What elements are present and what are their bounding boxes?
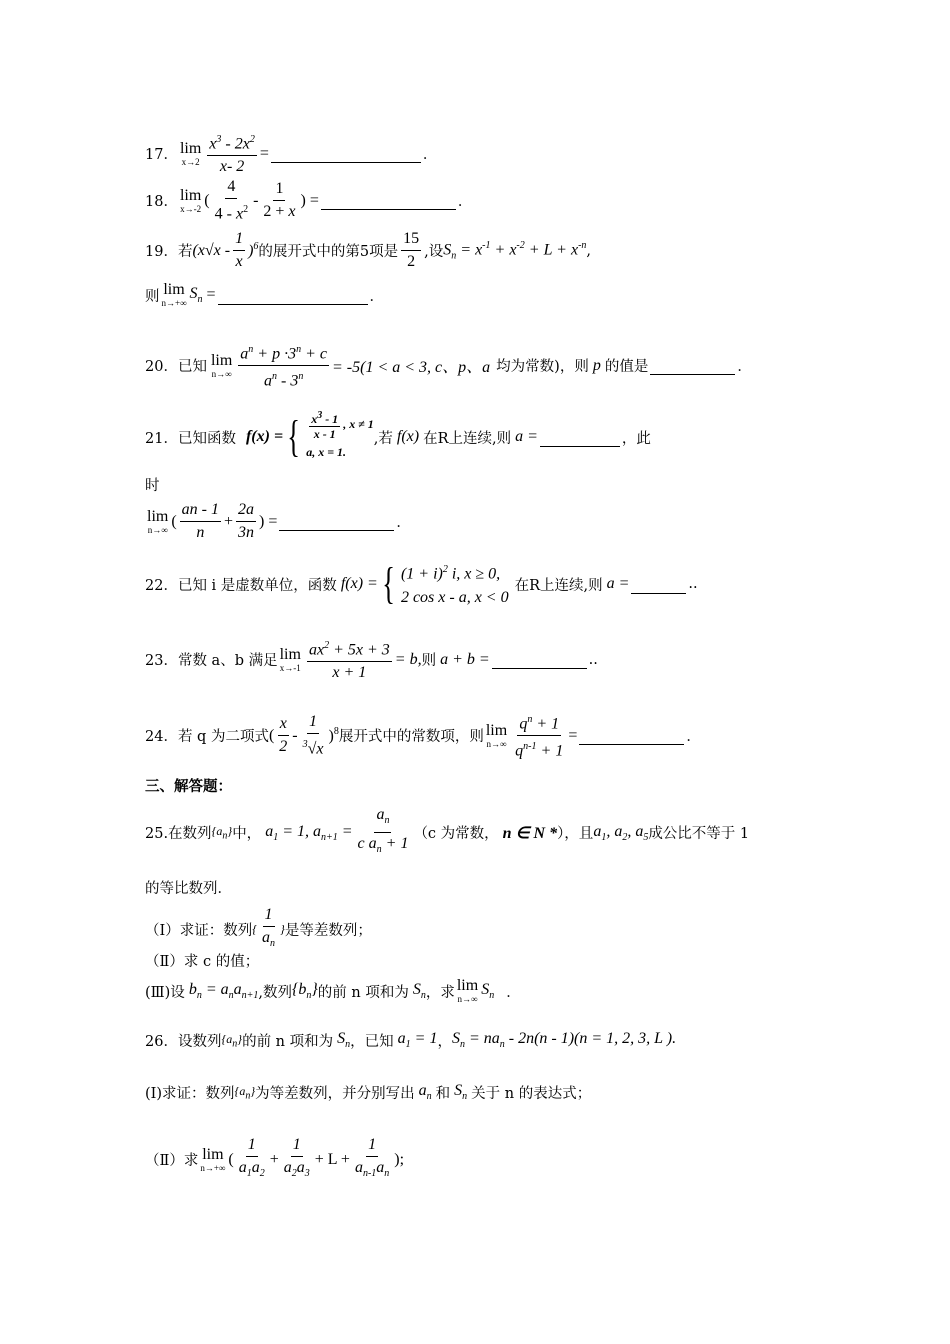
problem-number: 18．	[145, 194, 178, 211]
problem-25-part3: (Ⅲ)设 $b_n = a_na_{n+1}$ ,数列 $\{b_n\}$ 的前 n 项和为 $S_n$ ，求 lim n→∞ $S_n$ ．	[145, 977, 521, 1004]
problem-number: 26．设数列	[145, 1034, 222, 1050]
problem-21-line2: 时	[145, 478, 160, 494]
problem-25-part2: （Ⅱ）求 c 的值；	[145, 954, 260, 970]
problem-26-part1: (Ⅰ)求证：数列 $\{a_n\}$ 为等差数列，并分别写出 $a_n$ 和 $S_n$ 关于 n 的表达式；	[145, 1082, 592, 1103]
problem-number: 21．已知函数	[145, 430, 236, 447]
problem-number: 20．已知	[145, 359, 207, 376]
section-heading: 三、解答题：	[145, 779, 232, 795]
problem-18: 18． lim x→-2 ( $\frac{4}{4 - x^2}$ - $\frac{1}{2 + x}$ ) = ．	[145, 178, 473, 223]
fraction: $\frac{1}{2 + x}$	[263, 180, 296, 221]
limit-operator: lim x→-2	[179, 186, 202, 214]
problem-21: 21．已知函数 f(x) = { $\frac{x^3 - 1}{x - 1}$ , x ≠ 1 a, x = 1. ,若 f(x) 在R上连续,则 a = ，此	[145, 410, 651, 461]
problem-number: 22．已知 i 是虚数单位，函数	[145, 577, 337, 594]
fraction: $\frac{4}{4 - x^2}$	[214, 178, 249, 223]
answer-blank[interactable]	[579, 726, 684, 745]
answer-blank[interactable]	[321, 191, 456, 210]
answer-blank[interactable]	[218, 286, 368, 305]
answer-blank[interactable]	[540, 428, 620, 447]
problem-22: 22．已知 i 是虚数单位，函数 f(x) = { $(1 + i)^2$ i, x ≥ 0, 2 cos x - a, x < 0 在R上连续,则 a = ..	[145, 559, 698, 609]
problem-25-part1: （Ⅰ）求证：数列 { $\frac{1}{a_n}$ } 是等差数列；	[145, 906, 372, 950]
problem-20: 20．已知 lim n→∞ $\frac{a^n + p \cdot 3^n + c}{a^n - 3^n}$ = -5(1 < a < 3, c、p、a 均为常数)，则 p 的值是 ．	[145, 340, 752, 392]
problem-number: 24．若 q 为二项式	[145, 729, 269, 746]
problem-number: 19．若	[145, 244, 193, 260]
problem-19: 19．若 (x√x - $\frac{1}{x}$ )$^6$ 的展开式中的第5项是 $\frac{15}{2}$ ,设 $S_n = x^{-1} + x^{-2} + L + x^{-n}$ ,	[145, 230, 592, 270]
problem-number: 17．	[145, 147, 178, 164]
limit-operator: lim x→2	[179, 139, 202, 167]
problem-25: 25.在数列 $\{a_n\}$ 中， $a_1 = 1$, $a_{n+1}$ = $\frac{a_n}{c a_n + 1}$ （c 为常数， n ∈ N * ），且 $a_1$, $a_2$, $a_5$ 成公比不等于 1	[145, 806, 750, 856]
answer-blank[interactable]	[279, 512, 394, 531]
problem-23: 23．常数 a、b 满足 lim x→-1 $\frac{ax^2 + 5x + 3}{x + 1}$ = b, 则 a + b = ..	[145, 636, 598, 683]
problem-25-line2: 的等比数列．	[145, 881, 232, 897]
problem-number: 25.在数列	[145, 826, 212, 843]
problem-17: 17． lim x→2 $\frac{x^3 - 2x^2}{x- 2}$ = ．	[145, 130, 437, 177]
problem-26-part2: （Ⅱ）求 lim n→+∞ ( $\frac{1}{a_1a_2}$ + $\frac{1}{a_2a_3}$ + L + $\frac{1}{a_{n-1}a_n}$ );	[145, 1136, 405, 1180]
answer-blank[interactable]	[492, 650, 587, 669]
problem-26: 26．设数列 $\{a_n\}$ 的前 n 项和为 $S_n$ ，已知 $a_1 = 1$ ， $S_n = na_n - 2n(n - 1)(n = 1$, 2, 3, L ).	[145, 1030, 677, 1051]
problem-24: 24．若 q 为二项式 ( $\frac{x}{2}$ - $\frac{1}{^3√x}$ )$^8$ 展开式中的常数项，则 lim n→∞ $\frac{q^n + 1}{q^{n-1} + 1}$ = ．	[145, 710, 701, 762]
problem-19-line2: 则 lim n→+∞ $S_n$ = ．	[145, 281, 385, 308]
answer-blank[interactable]	[271, 144, 421, 163]
answer-blank[interactable]	[631, 575, 686, 594]
problem-21-line3: lim n→∞ ( $\frac{an - 1}{n}$ + $\frac{2a}{3n}$ ) = ．	[147, 501, 411, 541]
problem-number: 23．常数 a、b 满足	[145, 653, 278, 670]
answer-blank[interactable]	[650, 356, 735, 375]
fraction: $\frac{x^3 - 2x^2}{x- 2}$	[207, 130, 257, 177]
